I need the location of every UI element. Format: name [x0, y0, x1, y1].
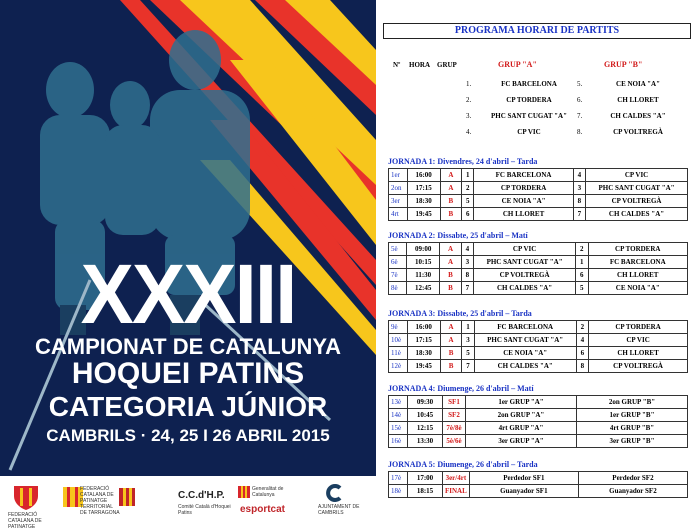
poster-numeral: XXXIII [80, 247, 296, 341]
group-b-number: 6. [577, 96, 583, 104]
round-title: JORNADA 1: Divendres, 24 d'abril – Tarda [388, 157, 538, 166]
group-a-number: 2. [466, 96, 472, 104]
away-team: CP VOLTREGÀ [586, 195, 688, 208]
home-seed: 7 [461, 282, 473, 295]
match-group: A [440, 321, 461, 334]
home-team: CP VOLTREGÀ [474, 269, 576, 282]
match-time: 18:15 [408, 485, 443, 498]
home-seed: 1 [462, 321, 474, 334]
match-row [389, 282, 688, 295]
home-team: Perdedor SF1 [469, 472, 578, 485]
match-number: 6è [389, 256, 407, 269]
match-number: 1er [389, 169, 408, 182]
home-seed: 5 [462, 195, 474, 208]
away-team: CP TORDERA [588, 243, 688, 256]
match-time: 13:30 [408, 435, 443, 448]
cambrils-logo-icon [326, 484, 342, 502]
away-seed: 6 [576, 347, 588, 360]
match-row [389, 169, 688, 182]
match-row [389, 256, 688, 269]
match-time: 12:15 [408, 422, 443, 435]
match-group: 5è/6è [443, 435, 466, 448]
match-number: 11è [389, 347, 408, 360]
home-team: CE NOIA "A" [474, 195, 573, 208]
away-team: CP VIC [589, 334, 688, 347]
match-number: 14è [389, 409, 408, 422]
home-seed: 3 [462, 334, 474, 347]
home-team: PHC SANT CUGAT "A" [474, 256, 576, 269]
match-number: 10è [389, 334, 408, 347]
logo-esportcat: esportcat [240, 504, 286, 515]
away-seed: 7 [573, 208, 585, 221]
away-seed: 2 [576, 243, 588, 256]
match-row [389, 334, 688, 347]
match-group: A [440, 169, 461, 182]
header-hora: HORA [409, 61, 430, 69]
match-group: A [440, 256, 461, 269]
logo-generalitat: Generalitat de Catalunya [252, 486, 284, 498]
header-grup: GRUP [437, 61, 457, 69]
match-number: 18è [389, 485, 408, 498]
round-title: JORNADA 2: Dissabte, 25 d'abril – Matí [388, 231, 528, 240]
logo-territorial: FEDERACIÓ CATALANA DE PATINATGE TERRITORIAL DE TARRAGONA [80, 486, 120, 516]
match-group: 3er/4rt [443, 472, 470, 485]
match-time: 09:00 [407, 243, 440, 256]
home-team: 1er GRUP "A" [466, 396, 577, 409]
match-row [389, 396, 688, 409]
generalitat-icon [238, 486, 250, 498]
match-time: 17:15 [407, 334, 440, 347]
match-time: 19:45 [407, 208, 440, 221]
match-row [389, 422, 688, 435]
round-table [388, 242, 688, 295]
match-time: 16:00 [407, 321, 440, 334]
away-team: CH CALDES "A" [586, 208, 688, 221]
home-team: 4rt GRUP "A" [466, 422, 577, 435]
federation-crest-icon [115, 484, 139, 510]
match-number: 7è [389, 269, 407, 282]
round-table [388, 320, 688, 373]
home-team: CH CALDES "A" [474, 282, 576, 295]
home-team: PHC SANT CUGAT "A" [474, 334, 576, 347]
group-b-team: CP VOLTREGÀ [613, 128, 663, 136]
match-number: 3er [389, 195, 408, 208]
match-group: 7è/8è [443, 422, 466, 435]
away-team: FC BARCELONA [588, 256, 688, 269]
home-team: CP TORDERA [474, 182, 573, 195]
away-team: Guanyador SF2 [578, 485, 687, 498]
match-group: B [440, 360, 461, 373]
schedule-title: PROGRAMA HORARI DE PARTITS [383, 23, 691, 39]
group-b-number: 8. [577, 128, 583, 136]
home-team: CP VIC [474, 243, 576, 256]
away-seed: 6 [576, 269, 588, 282]
match-row [389, 208, 688, 221]
away-team: PHC SANT CUGAT "A" [586, 182, 688, 195]
home-team: 3er GRUP "A" [466, 435, 577, 448]
group-b-team: CH LLORET [617, 96, 659, 104]
home-team: 2on GRUP "A" [466, 409, 577, 422]
match-number: 5è [389, 243, 407, 256]
away-seed: 5 [576, 282, 588, 295]
match-row [389, 347, 688, 360]
match-time: 18:30 [407, 347, 440, 360]
match-group: B [440, 347, 461, 360]
away-team: 4rt GRUP "B" [577, 422, 688, 435]
match-time: 10:15 [407, 256, 440, 269]
group-a-number: 3. [466, 112, 472, 120]
group-a-team: CP TORDERA [506, 96, 552, 104]
round-table [388, 395, 688, 448]
fcp-shield-icon [12, 484, 40, 510]
match-time: 16:00 [407, 169, 440, 182]
away-seed: 8 [576, 360, 588, 373]
home-seed: 3 [461, 256, 473, 269]
home-team: FC BARCELONA [474, 321, 576, 334]
match-time: 19:45 [407, 360, 440, 373]
match-group: SF1 [443, 396, 466, 409]
match-row [389, 472, 688, 485]
match-row [389, 243, 688, 256]
group-b-team: CE NOIA "A" [616, 80, 660, 88]
round-title: JORNADA 4: Diumenge, 26 d'abril – Matí [388, 384, 534, 393]
header-group-b: GRUP "B" [604, 60, 643, 69]
away-team: CE NOIA "A" [588, 282, 688, 295]
logo-cambrils: AJUNTAMENT DE CAMBRILS [318, 504, 360, 516]
match-number: 15è [389, 422, 408, 435]
sponsor-logos [0, 476, 376, 529]
home-seed: 7 [462, 360, 474, 373]
home-team: CH CALDES "A" [474, 360, 576, 373]
away-team: 2on GRUP "B" [577, 396, 688, 409]
logo-ccdhp: C.C.d'H.P. [178, 490, 225, 501]
match-group: B [440, 282, 461, 295]
home-seed: 2 [462, 182, 474, 195]
match-group: B [440, 195, 461, 208]
home-seed: 4 [461, 243, 473, 256]
round-table [388, 471, 688, 498]
match-group: B [440, 208, 461, 221]
header-no: Nº [393, 61, 401, 69]
poster-line-2: HOQUEI PATINS [71, 357, 305, 390]
away-team: CP VIC [586, 169, 688, 182]
match-time: 11:30 [407, 269, 440, 282]
match-group: A [440, 243, 461, 256]
poster-line-3: CATEGORIA JÚNIOR [48, 391, 328, 422]
match-number: 16è [389, 435, 408, 448]
away-team: CP TORDERA [589, 321, 688, 334]
match-time: 17:15 [407, 182, 440, 195]
match-time: 12:45 [407, 282, 440, 295]
away-seed: 2 [576, 321, 588, 334]
away-team: CH LLORET [589, 347, 688, 360]
home-seed: 1 [462, 169, 474, 182]
away-seed: 3 [573, 182, 585, 195]
match-number: 4rt [389, 208, 408, 221]
home-seed: 8 [461, 269, 473, 282]
away-seed: 8 [573, 195, 585, 208]
group-a-team: PHC SANT CUGAT "A" [490, 112, 568, 120]
home-seed: 5 [462, 347, 474, 360]
match-time: 17:00 [408, 472, 443, 485]
match-row [389, 269, 688, 282]
match-number: 17è [389, 472, 408, 485]
home-team: CH LLORET [474, 208, 573, 221]
match-row [389, 195, 688, 208]
match-number: 8è [389, 282, 407, 295]
match-group: A [440, 334, 461, 347]
match-time: 10:45 [408, 409, 443, 422]
match-time: 18:30 [407, 195, 440, 208]
away-seed: 1 [576, 256, 588, 269]
match-row [389, 360, 688, 373]
group-b-number: 5. [577, 80, 583, 88]
match-group: B [440, 269, 461, 282]
match-group: A [440, 182, 461, 195]
group-a-number: 4. [466, 128, 472, 136]
away-seed: 4 [576, 334, 588, 347]
match-row [389, 182, 688, 195]
match-number: 13è [389, 396, 408, 409]
logo-fcp: FEDERACIÓ CATALANA DE PATINATGE [8, 512, 42, 529]
round-title: JORNADA 5: Diumenge, 26 d'abril – Tarda [388, 460, 538, 469]
away-team: 1er GRUP "B" [577, 409, 688, 422]
away-team: Perdedor SF2 [578, 472, 687, 485]
group-b-team: CH CALDES "A" [610, 112, 666, 120]
header-group-a: GRUP "A" [498, 60, 537, 69]
logo-ccdhp-caption: Comitè Català d'Hoquei Patins [178, 504, 231, 516]
away-team: 3er GRUP "B" [577, 435, 688, 448]
poster-line-1: CAMPIONAT DE CATALUNYA [35, 334, 341, 359]
group-a-number: 1. [466, 80, 472, 88]
home-team: FC BARCELONA [474, 169, 573, 182]
group-a-team: FC BARCELONA [501, 80, 557, 88]
home-seed: 6 [462, 208, 474, 221]
group-b-number: 7. [577, 112, 583, 120]
match-row [389, 485, 688, 498]
home-team: CE NOIA "A" [474, 347, 576, 360]
round-table [388, 168, 688, 221]
match-number: 12è [389, 360, 408, 373]
away-seed: 4 [573, 169, 585, 182]
match-row [389, 409, 688, 422]
away-team: CP VOLTREGÀ [589, 360, 688, 373]
round-title: JORNADA 3: Dissabte, 25 d'abril – Tarda [388, 309, 532, 318]
poster-line-4: CAMBRILS · 24, 25 I 26 ABRIL 2015 [46, 426, 330, 445]
match-row [389, 321, 688, 334]
away-team: CH LLORET [588, 269, 688, 282]
match-row [389, 435, 688, 448]
match-group: SF2 [443, 409, 466, 422]
home-team: Guanyador SF1 [469, 485, 578, 498]
group-a-team: CP VIC [517, 128, 541, 136]
match-time: 09:30 [408, 396, 443, 409]
match-group: FINAL [443, 485, 470, 498]
match-number: 2on [389, 182, 408, 195]
match-number: 9è [389, 321, 408, 334]
